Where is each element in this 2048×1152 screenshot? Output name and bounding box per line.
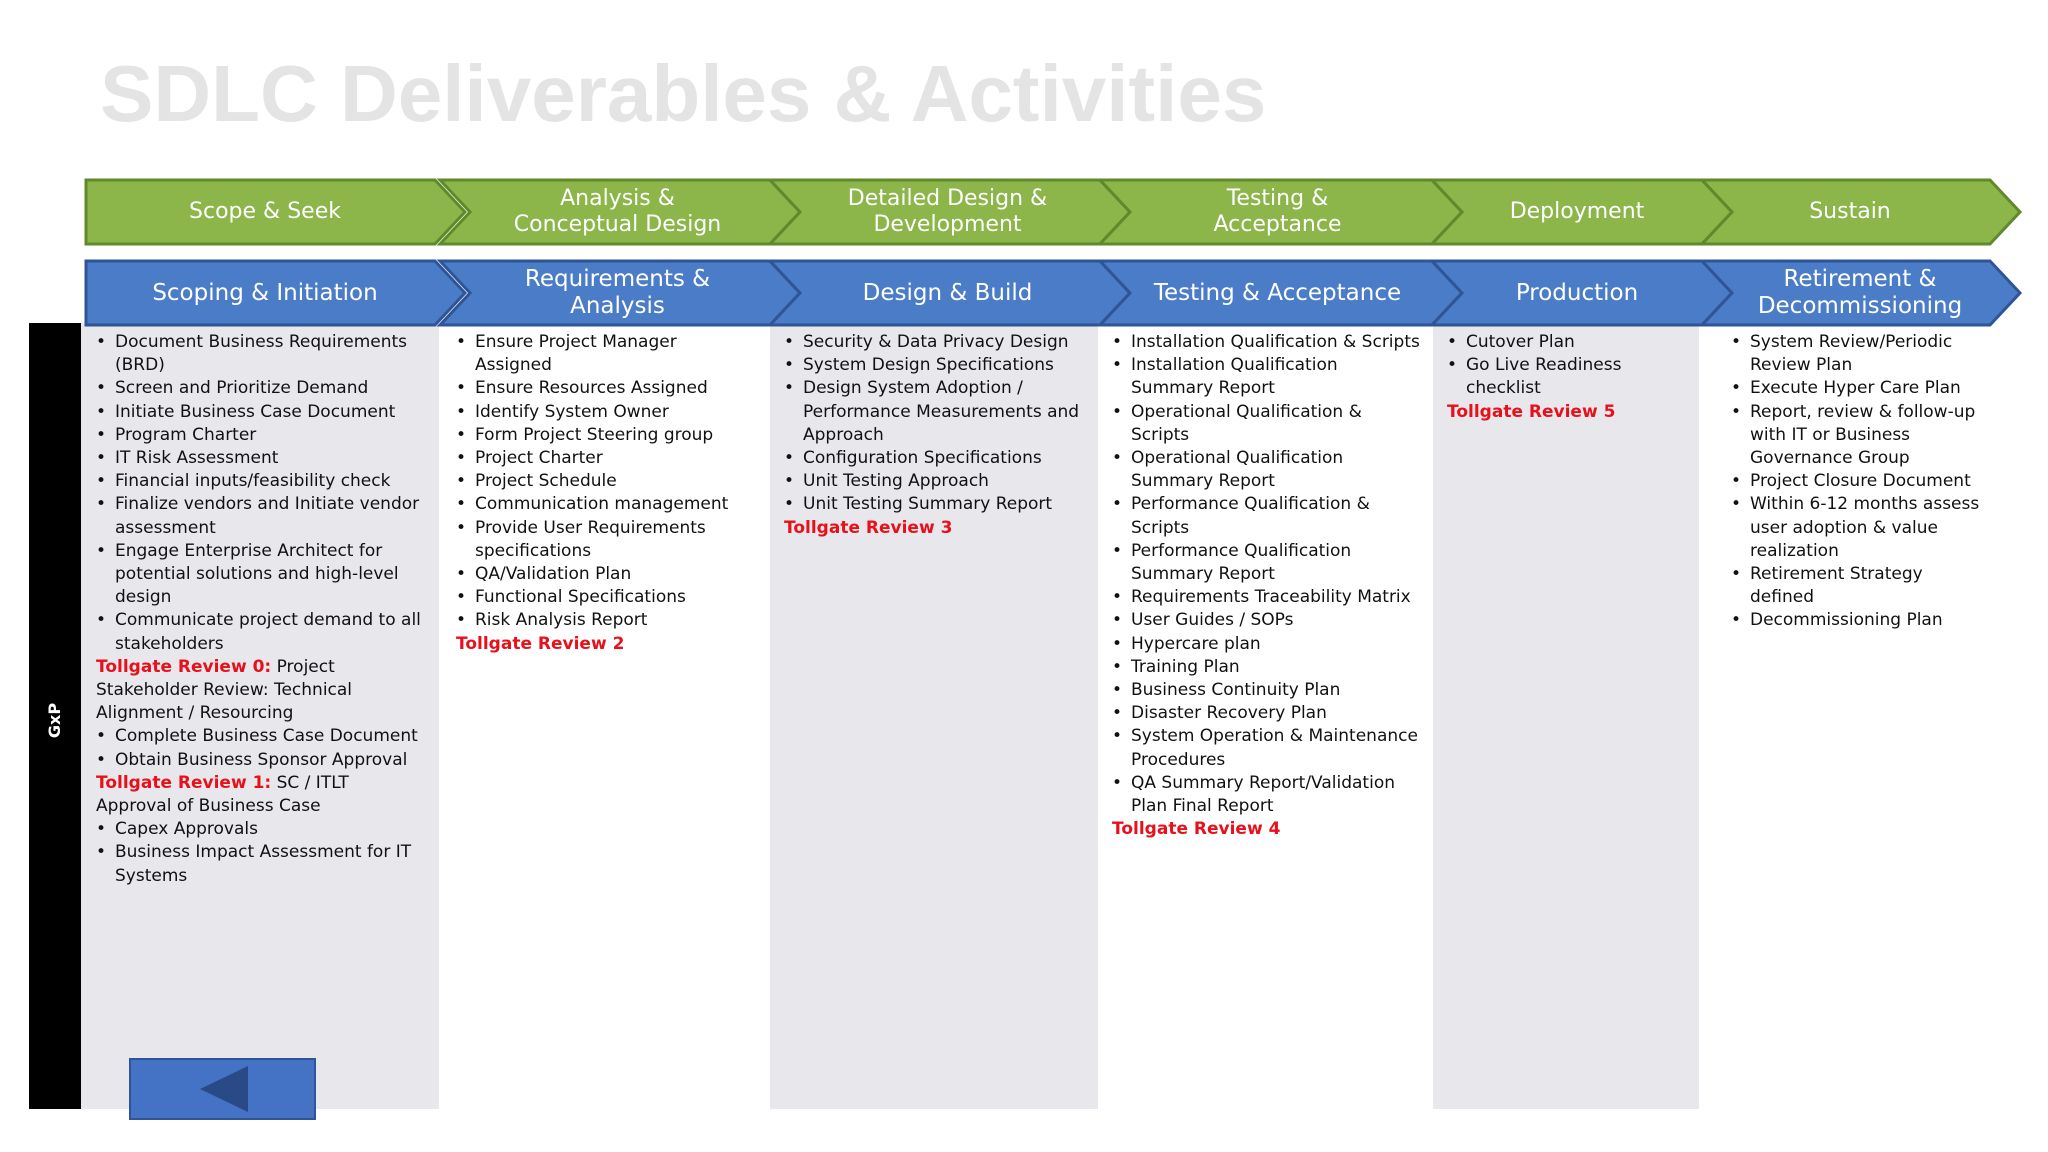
tollgate-label: Tollgate Review 4	[1112, 819, 1281, 840]
list-item: • Obtain Business Sponsor Approval	[96, 749, 426, 772]
tollgate-text: Project Stakeholder Review: Technical Alignment / Resourcing	[96, 656, 353, 724]
list-item: • Performance Qualification Summary Report	[1112, 540, 1422, 586]
list-item: • Project Closure Document	[1731, 470, 1981, 493]
list-item: • Program Charter	[96, 424, 426, 447]
phase-label-analysis-conceptual-design: Analysis & Conceptual Design	[513, 186, 722, 237]
stage-label-scoping-initiation: Scoping & Initiation	[152, 279, 378, 306]
tollgate-review	[1447, 401, 1692, 424]
column-production	[1447, 331, 1692, 424]
list-item: • Execute Hyper Care Plan	[1731, 377, 1981, 400]
phase-label-detailed-design-development: Detailed Design & Development	[847, 186, 1048, 237]
column-retirement-decommissioning	[1731, 331, 1981, 633]
list-item: • Finalize vendors and Initiate vendor assessment	[96, 493, 426, 539]
list-item: • Project Charter	[456, 447, 756, 470]
column-testing-acceptance	[1112, 331, 1422, 841]
list-item: • Project Schedule	[456, 470, 756, 493]
gxp-label: GxP	[45, 702, 65, 738]
list-item: • Communication management	[456, 493, 756, 516]
tollgate-review	[96, 656, 426, 726]
list-item: • Training Plan	[1112, 656, 1422, 679]
bullet-list	[456, 331, 756, 633]
column-shade-5	[1433, 323, 1699, 1109]
tollgate-label: Tollgate Review 0:	[96, 656, 272, 677]
list-item: • Business Continuity Plan	[1112, 679, 1422, 702]
tollgate-label: Tollgate Review 3	[784, 517, 953, 538]
list-item: • QA Summary Report/Validation Plan Final Report	[1112, 772, 1422, 818]
list-item: • Security & Data Privacy Design	[784, 331, 1084, 354]
list-item: • Hypercare plan	[1112, 633, 1422, 656]
page-title: SDLC Deliverables & Activities	[100, 49, 1267, 138]
list-item: • Design System Adoption / Performance Measurements and Approach	[784, 377, 1084, 447]
list-item: • Identify System Owner	[456, 401, 756, 424]
list-item: • Complete Business Case Document	[96, 725, 426, 748]
list-item: • Screen and Prioritize Demand	[96, 377, 426, 400]
bullet-list	[96, 331, 426, 656]
bullet-list	[96, 725, 426, 771]
column-requirements-analysis	[456, 331, 756, 656]
list-item: • Operational Qualification Summary Report	[1112, 447, 1422, 493]
list-item: • Retirement Strategy defined	[1731, 563, 1981, 609]
triangle-left-icon	[131, 1060, 314, 1118]
stage-label-design-build: Design & Build	[862, 279, 1033, 306]
list-item: • Unit Testing Summary Report	[784, 493, 1084, 516]
list-item: • User Guides / SOPs	[1112, 609, 1422, 632]
tollgate-review	[96, 772, 426, 818]
list-item: • Initiate Business Case Document	[96, 401, 426, 424]
list-item: • Provide User Requirements specifications	[456, 517, 756, 563]
list-item: • Installation Qualification Summary Report	[1112, 354, 1422, 400]
list-item: • IT Risk Assessment	[96, 447, 426, 470]
bullet-list	[96, 818, 426, 888]
list-item: • QA/Validation Plan	[456, 563, 756, 586]
column-scoping-initiation	[96, 331, 426, 888]
list-item: • Financial inputs/feasibility check	[96, 470, 426, 493]
list-item: • Capex Approvals	[96, 818, 426, 841]
stage-label-retirement-decommissioning: Retirement & Decommissioning	[1757, 266, 1963, 319]
phase-label-testing-acceptance: Testing & Acceptance	[1213, 186, 1342, 237]
tollgate-text: SC / ITLT Approval of Business Case	[96, 772, 349, 817]
stage-label-requirements-analysis: Requirements & Analysis	[524, 266, 711, 319]
phase-label-sustain: Sustain	[1809, 199, 1891, 225]
list-item: • Ensure Resources Assigned	[456, 377, 756, 400]
tollgate-label: Tollgate Review 2	[456, 633, 625, 654]
list-item: • System Operation & Maintenance Procedures	[1112, 725, 1422, 771]
bullet-list	[784, 331, 1084, 517]
phase-label-scope-seek: Scope & Seek	[189, 199, 341, 225]
tollgate-label: Tollgate Review 1:	[96, 772, 272, 793]
list-item: • Business Impact Assessment for IT Systems	[96, 841, 426, 887]
list-item: • Operational Qualification & Scripts	[1112, 401, 1422, 447]
list-item: • Within 6-12 months assess user adoption & value realization	[1731, 493, 1981, 563]
list-item: • Ensure Project Manager Assigned	[456, 331, 756, 377]
tollgate-review	[456, 633, 756, 656]
bullet-list	[1112, 331, 1422, 818]
tollgate-review	[784, 517, 1084, 540]
list-item: • Communicate project demand to all stakeholders	[96, 609, 426, 655]
list-item: • Decommissioning Plan	[1731, 609, 1981, 632]
list-item: • Go Live Readiness checklist	[1447, 354, 1692, 400]
list-item: • Disaster Recovery Plan	[1112, 702, 1422, 725]
stage-label-testing-acceptance: Testing & Acceptance	[1153, 279, 1402, 306]
list-item: • Configuration Specifications	[784, 447, 1084, 470]
column-design-build	[784, 331, 1084, 540]
list-item: • System Design Specifications	[784, 354, 1084, 377]
back-button[interactable]	[129, 1058, 316, 1120]
list-item: • Requirements Traceability Matrix	[1112, 586, 1422, 609]
list-item: • Cutover Plan	[1447, 331, 1692, 354]
list-item: • Engage Enterprise Architect for potential solutions and high-level design	[96, 540, 426, 610]
bullet-list	[1447, 331, 1692, 401]
list-item: • Unit Testing Approach	[784, 470, 1084, 493]
tollgate-label: Tollgate Review 5	[1447, 401, 1616, 422]
list-item: • System Review/Periodic Review Plan	[1731, 331, 1981, 377]
list-item: • Functional Specifications	[456, 586, 756, 609]
stage-label-production: Production	[1515, 279, 1639, 306]
list-item: • Installation Qualification & Scripts	[1112, 331, 1422, 354]
tollgate-review	[1112, 818, 1422, 841]
list-item: • Report, review & follow-up with IT or Business Governance Group	[1731, 401, 1981, 471]
list-item: • Document Business Requirements (BRD)	[96, 331, 426, 377]
bullet-list	[1731, 331, 1981, 633]
list-item: • Performance Qualification & Scripts	[1112, 493, 1422, 539]
list-item: • Form Project Steering group	[456, 424, 756, 447]
phase-label-deployment: Deployment	[1509, 199, 1645, 225]
list-item: • Risk Analysis Report	[456, 609, 756, 632]
